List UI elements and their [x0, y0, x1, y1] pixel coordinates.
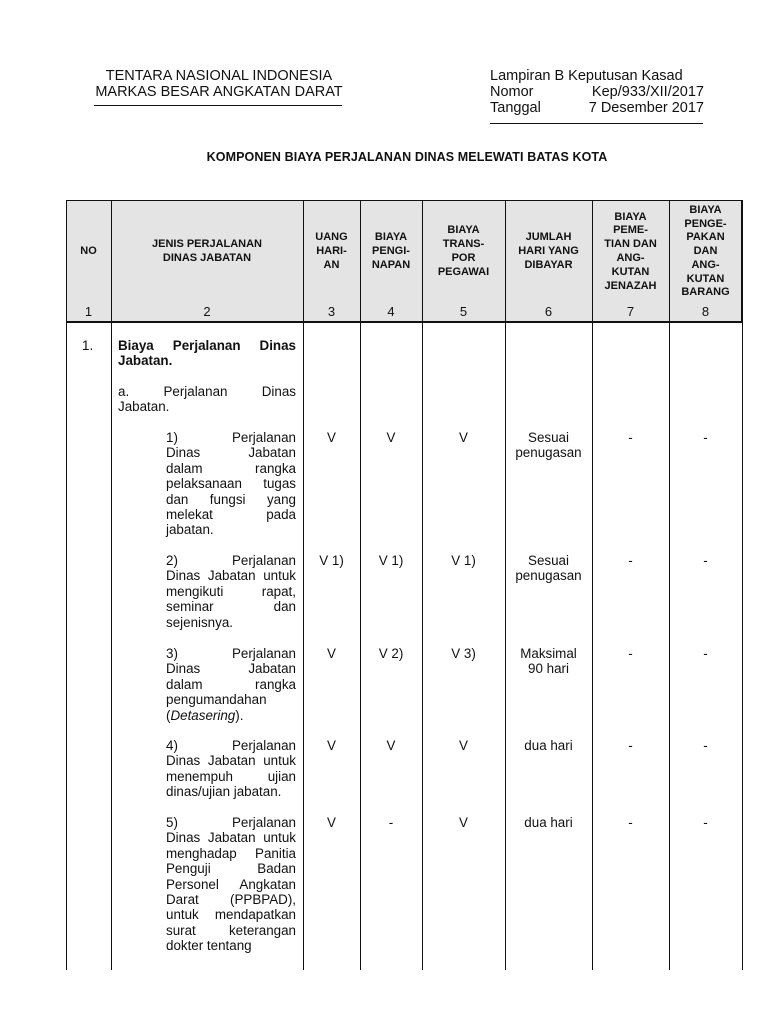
column-header-text: DIBAYAR — [524, 258, 573, 271]
reference-underline — [490, 123, 703, 124]
column-header-text: BIAYA — [614, 210, 647, 223]
cell-c4: V 2) — [378, 646, 404, 661]
row-description: pelaksanaan tugas — [166, 476, 296, 492]
italic-term: Detasering — [170, 707, 236, 723]
row-description: surat keterangan — [166, 922, 296, 938]
cell-c3: V 1) — [319, 553, 344, 568]
row-description: jabatan. — [166, 522, 214, 538]
column-header-text: BIAYA — [447, 224, 480, 237]
column-header-text: JENIS PERJALANAN — [151, 238, 263, 251]
column-header-text: DINAS JABATAN — [162, 252, 252, 264]
document-title: KOMPONEN BIAYA PERJALANAN DINAS MELEWATI BATAS KOTA — [206, 150, 608, 164]
column-number-6: 6 — [544, 304, 553, 319]
column-header-text: NO — [80, 245, 97, 258]
subsection-a: Jabatan. — [118, 399, 170, 415]
column-header-1 — [66, 200, 111, 304]
row-description: Darat (PPBPAD), — [166, 892, 296, 907]
column-header-text: NAPAN — [371, 258, 411, 271]
row-description: dokter tentang — [166, 938, 252, 954]
cell-days: Maksimal — [520, 646, 577, 661]
column-header-text: BIAYA — [374, 231, 408, 244]
cell-c8: - — [703, 430, 708, 445]
column-header-text: PEGAWAI — [437, 265, 490, 278]
column-header-text: TRANS- — [442, 238, 485, 251]
row-description: menghadap Panitia — [166, 845, 296, 861]
tanggal-row — [490, 100, 704, 116]
column-header-4 — [360, 200, 422, 304]
row-description: dalam rangka — [166, 676, 296, 692]
column-header-text: DAN — [693, 245, 718, 258]
cell-days: Sesuai — [528, 553, 569, 568]
column-header-text: ANG- — [616, 252, 645, 264]
column-header-text: UANG — [315, 231, 348, 244]
cell-c3: V — [327, 738, 336, 753]
row-description: Personel Angkatan — [166, 876, 296, 892]
row-description: (Detasering). — [166, 707, 244, 723]
column-header-text: ANG- — [691, 258, 720, 271]
column-number-4: 4 — [387, 304, 395, 319]
tanggal-label: Tanggal — [490, 100, 541, 116]
column-number-1: 1 — [84, 304, 93, 319]
row-description: 4) Perjalanan — [166, 738, 296, 753]
cell-c8: - — [703, 738, 708, 753]
column-header-8 — [669, 200, 742, 304]
row-description: melekat pada — [166, 507, 296, 522]
header-underline — [94, 105, 342, 106]
column-header-text: BIAYA — [689, 203, 722, 216]
column-number-5: 5 — [459, 304, 468, 319]
column-header-text: BARANG — [681, 286, 730, 299]
cell-c8: - — [703, 553, 708, 568]
cell-days: Sesuai — [528, 430, 569, 445]
column-header-3 — [303, 200, 360, 304]
cell-days: dua hari — [524, 738, 573, 753]
section-number: 1. — [82, 338, 94, 353]
column-header-text: KUTAN — [686, 272, 725, 285]
cell-c7: - — [628, 553, 633, 568]
column-header-6 — [505, 200, 592, 304]
column-divider — [742, 200, 743, 970]
cell-c5: V — [459, 430, 468, 445]
column-header-text: JUMLAH — [525, 231, 572, 244]
row-description: pengumandahan — [166, 692, 267, 708]
row-description: dinas/ujian jabatan. — [166, 784, 282, 800]
column-header-text: PAKAN — [686, 231, 725, 244]
cell-c4: - — [388, 815, 394, 830]
cell-c4: V — [386, 738, 396, 753]
reference-block — [490, 68, 704, 116]
column-header-text: JENAZAH — [604, 279, 657, 292]
cell-days: penugasan — [515, 445, 582, 461]
tanggal-value: 7 Desember 2017 — [588, 100, 704, 116]
cell-c3: V — [327, 815, 336, 830]
org-unit: MARKAS BESAR ANGKATAN DARAT — [95, 84, 343, 100]
column-header-text: POR — [451, 252, 476, 264]
column-header-text: HARI YANG — [518, 245, 579, 258]
cell-c7: - — [628, 815, 633, 830]
cell-c5: V 1) — [451, 553, 476, 568]
row-description: seminar dan — [166, 599, 296, 615]
column-header-text: PENGI- — [372, 245, 410, 258]
column-header-text: AN — [323, 258, 340, 271]
nomor-row — [490, 84, 704, 100]
row-description: dan fungsi yang — [166, 491, 296, 507]
cell-c8: - — [703, 815, 708, 830]
row-description: Penguji Badan — [166, 861, 296, 877]
row-description: mengikuti rapat, — [166, 583, 296, 599]
row-description: 5) Perjalanan — [166, 815, 296, 830]
cell-c3: V — [327, 430, 336, 445]
row-description: 3) Perjalanan — [166, 646, 296, 661]
reference-title: Lampiran B Keputusan Kasad — [490, 68, 683, 84]
row-description: untuk mendapatkan — [166, 907, 296, 923]
cell-days: dua hari — [524, 815, 573, 830]
row-description: Dinas Jabatan untuk — [166, 568, 296, 584]
column-header-5 — [422, 200, 505, 304]
organization-header — [94, 68, 344, 100]
nomor-value: Kep/933/XII/2017 — [591, 84, 704, 100]
cell-c5: V — [459, 738, 468, 753]
row-description: 1) Perjalanan — [166, 430, 296, 445]
section-title: Jabatan. — [118, 353, 173, 369]
column-header-text: TIAN DAN — [604, 238, 657, 251]
column-number-2: 2 — [203, 304, 211, 319]
section-title: Biaya Perjalanan Dinas — [118, 338, 296, 353]
row-description: Dinas Jabatan — [166, 445, 296, 461]
cell-c7: - — [628, 430, 633, 445]
row-description: 2) Perjalanan — [166, 553, 296, 568]
row-description: dalam rangka — [166, 460, 296, 476]
cell-c7: - — [628, 646, 633, 661]
cell-c4: V — [386, 430, 396, 445]
cell-c8: - — [703, 646, 708, 661]
subsection-a: a. Perjalanan Dinas — [118, 384, 296, 399]
row-description: sejenisnya. — [166, 614, 233, 630]
column-header-7 — [592, 200, 669, 304]
row-description: Dinas Jabatan untuk — [166, 753, 296, 769]
cell-days: 90 hari — [528, 661, 569, 677]
column-number-8: 8 — [701, 304, 710, 319]
cell-c7: - — [628, 738, 633, 753]
row-description: Dinas Jabatan untuk — [166, 830, 296, 846]
column-number-3: 3 — [327, 304, 336, 319]
cell-c3: V — [327, 646, 336, 661]
column-header-text: HARI- — [316, 245, 347, 258]
row-description: menempuh ujian — [166, 768, 296, 784]
row-description: Dinas Jabatan — [166, 661, 296, 677]
column-header-text: PEME- — [613, 224, 648, 237]
cell-days: penugasan — [515, 568, 582, 584]
cell-c4: V 1) — [378, 553, 404, 568]
cell-c5: V — [459, 815, 468, 830]
column-header-text: KUTAN — [611, 265, 650, 278]
cell-c5: V 3) — [451, 646, 476, 661]
header-bottom-rule — [66, 322, 743, 323]
column-header-2 — [111, 200, 303, 304]
column-header-text: PENGE- — [684, 217, 727, 230]
column-number-7: 7 — [626, 304, 635, 319]
org-name: TENTARA NASIONAL INDONESIA — [105, 68, 333, 84]
nomor-label: Nomor — [490, 84, 534, 100]
